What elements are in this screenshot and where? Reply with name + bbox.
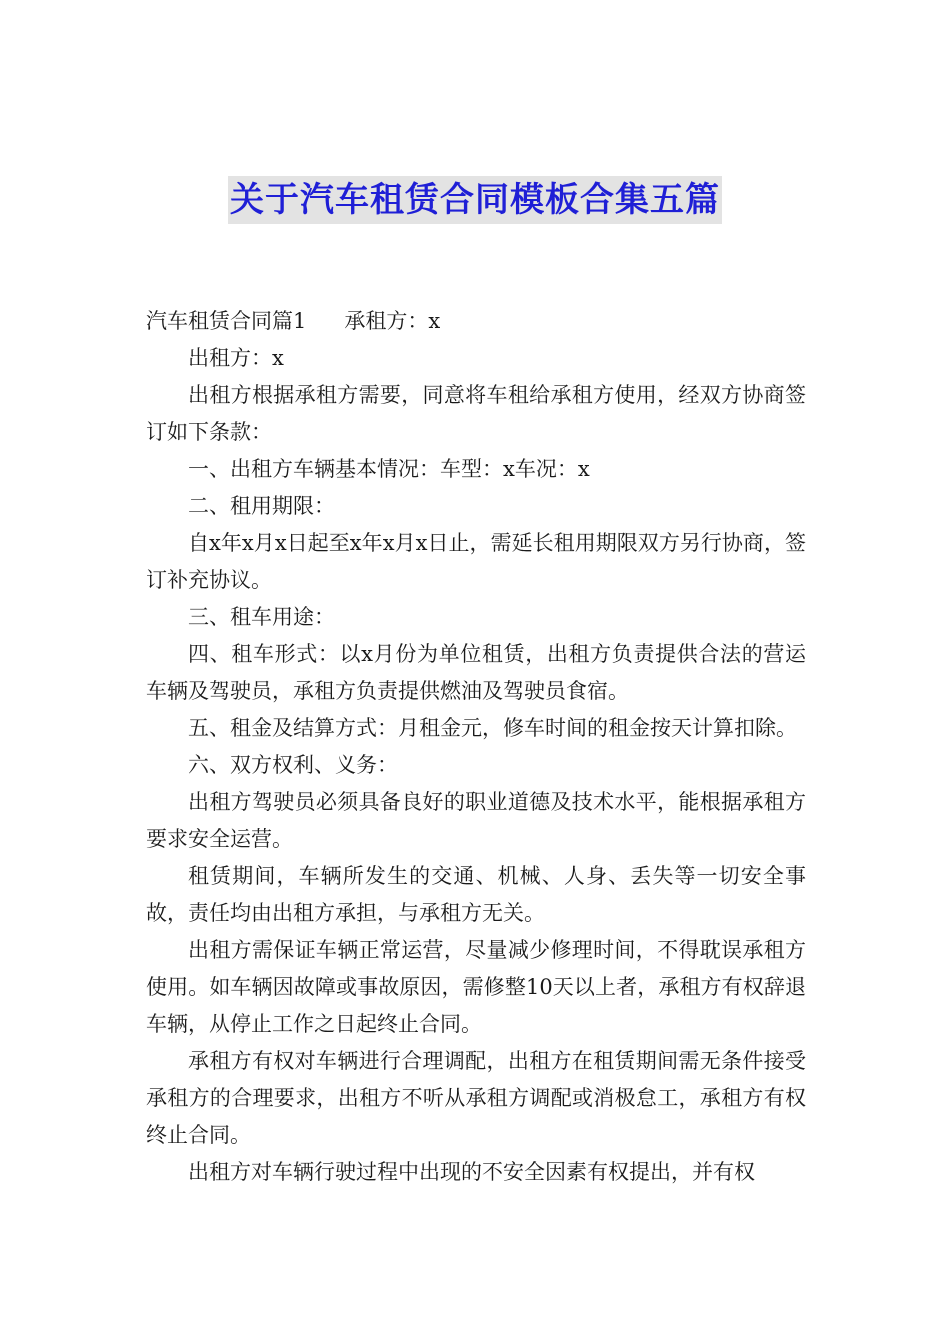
paragraph-intro: 出租方根据承租方需要，同意将车租给承租方使用，经双方协商签订如下条款： [146, 383, 806, 444]
clause-6-liability: 租赁期间，车辆所发生的交通、机械、人身、丢失等一切安全事故，责任均由出租方承担，与承租方无关。 [146, 864, 806, 925]
document-body [146, 303, 806, 1191]
clause-1-vehicle: 一、出租方车辆基本情况：车型：x车况：x [188, 457, 590, 481]
section-heading: 汽车租赁合同篇1 [146, 309, 307, 333]
clause-6-dispatch: 承租方有权对车辆进行合理调配，出租方在租赁期间需无条件接受承租方的合理要求，出租方不听从承租方调配或消极怠工，承租方有权终止合同。 [146, 1049, 806, 1147]
document-title: 关于汽车租赁合同模板合集五篇 [228, 176, 722, 224]
clause-3-heading: 三、租车用途： [188, 605, 335, 629]
clause-5-rent: 五、租金及结算方式：月租金元，修车时间的租金按天计算扣除。 [188, 716, 797, 740]
clause-2-term: 自x年x月x日起至x年x月x日止，需延长租用期限双方另行协商，签订补充协议。 [146, 531, 806, 592]
first-line [146, 303, 806, 340]
clause-6-driver: 出租方驾驶员必须具备良好的职业道德及技术水平，能根据承租方要求安全运营。 [146, 790, 806, 851]
title-block [0, 176, 950, 224]
clause-6-safety: 出租方对车辆行驶过程中出现的不安全因素有权提出，并有权 [188, 1160, 755, 1184]
clause-2-heading: 二、租用期限： [188, 494, 335, 518]
clause-4-form: 四、租车形式：以x月份为单位租赁，出租方负责提供合法的营运车辆及驾驶员，承租方负责提供燃油及驾驶员食宿。 [146, 642, 806, 703]
clause-6-operation: 出租方需保证车辆正常运营，尽量减少修理时间，不得耽误承租方使用。如车辆因故障或事故原因，需修整10天以上者，承租方有权辞退车辆，从停止工作之日起终止合同。 [146, 938, 806, 1036]
paragraph-lessor: 出租方：x [188, 346, 284, 370]
clause-6-heading: 六、双方权利、义务： [188, 753, 398, 777]
lessee-line: 承租方：x [344, 309, 441, 333]
